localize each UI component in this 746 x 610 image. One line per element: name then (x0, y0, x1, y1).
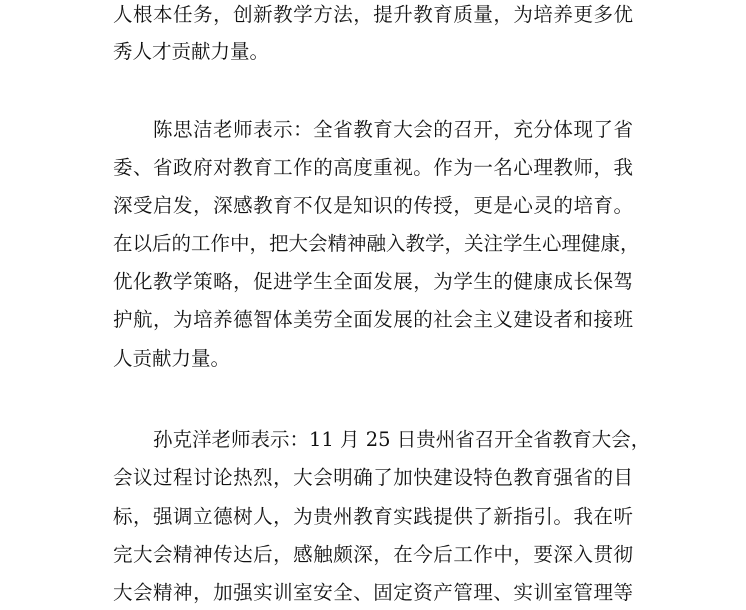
paragraph-3-line-1: 孙克洋老师表示：11 月 25 日贵州省召开全省教育大会， (153, 428, 651, 451)
paragraph-2-line-1: 陈思洁老师表示：全省教育大会的召开，充分体现了省 (153, 118, 633, 141)
paragraph-3-line-5: 大会精神，加强实训室安全、固定资产管理、实训室管理等 (113, 581, 633, 604)
paragraph-2-line-2: 委、省政府对教育工作的高度重视。作为一名心理教师，我 (113, 156, 633, 179)
paragraph-2-line-5: 优化教学策略，促进学生全面发展，为学生的健康成长保驾 (113, 270, 633, 293)
paragraph-2-line-3: 深受启发，深感教育不仅是知识的传授，更是心灵的培育。 (113, 194, 633, 217)
paragraph-3-line-4: 完大会精神传达后，感触颇深，在今后工作中，要深入贯彻 (113, 543, 633, 566)
paragraph-2-line-4: 在以后的工作中，把大会精神融入教学，关注学生心理健康， (113, 232, 640, 255)
paragraph-1-line-2: 秀人才贡献力量。 (113, 40, 270, 63)
paragraph-1-line-1: 人根本任务，创新教学方法，提升教育质量，为培养更多优 (113, 3, 633, 26)
paragraph-3-line-2: 会议过程讨论热烈，大会明确了加快建设特色教育强省的目 (113, 466, 633, 489)
paragraph-2-line-7: 人贡献力量。 (113, 347, 231, 370)
paragraph-3-line-3: 标，强调立德树人，为贵州教育实践提供了新指引。我在听 (113, 505, 633, 528)
paragraph-2-line-6: 护航，为培养德智体美劳全面发展的社会主义建设者和接班 (113, 308, 633, 331)
